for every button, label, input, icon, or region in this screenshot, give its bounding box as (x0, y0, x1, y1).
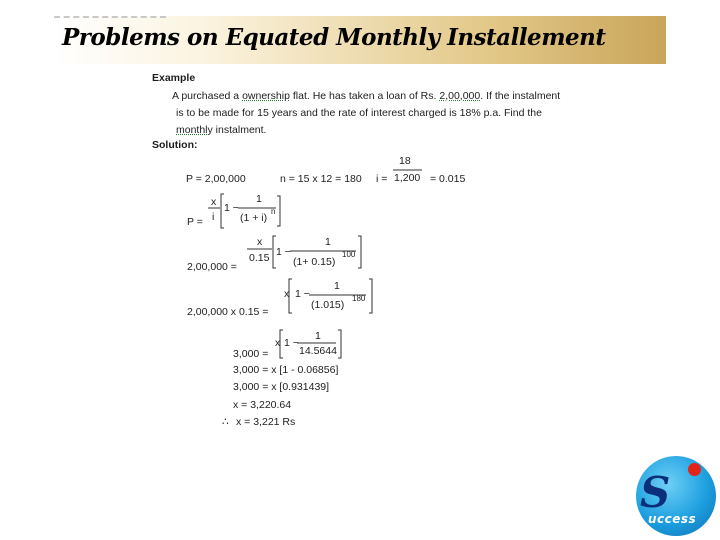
example-line-3-rest: instalment. (212, 124, 267, 136)
step1-exponent: 100 (342, 250, 356, 259)
step3-denominator: 14.5644 (299, 345, 337, 357)
step3-right-bracket (338, 330, 341, 358)
formula-x: x (211, 196, 217, 208)
slide-title: Problems on Equated Monthly Installement (62, 24, 606, 51)
given-rate-prefix: i = (376, 173, 388, 185)
formula-denominator: (1 + i) (240, 212, 268, 224)
example-loan-amount: 2,00,000 (439, 90, 481, 102)
step1-right-bracket (358, 236, 361, 268)
step6: x = 3,220.64 (233, 399, 292, 411)
step3-x: x (275, 337, 281, 349)
step3-lhs: 3,000 = (233, 348, 269, 360)
given-rate-numerator: 18 (399, 155, 411, 167)
example-line-1-part-c: flat. He has taken a loan of Rs. (289, 90, 440, 102)
step4: 3,000 = x [1 - 0.06856] (233, 364, 339, 376)
given-periods: n = 15 x 12 = 180 (280, 173, 362, 185)
formula-i: i (212, 211, 215, 223)
step3-one-minus: 1 − (284, 337, 299, 349)
step2-one-minus: 1 − (295, 288, 310, 300)
example-heading: Example (152, 72, 196, 84)
example-line-1-part-e: . If the instalment (480, 90, 561, 102)
logo-s-glyph: S (640, 468, 671, 517)
step2-lhs: 2,00,000 x 0.15 = (187, 306, 269, 318)
formula-left-bracket (221, 194, 224, 228)
logo-red-dot (688, 463, 701, 476)
step1-denominator: (1+ 0.15) (293, 256, 336, 268)
step1-lhs: 2,00,000 = (187, 261, 237, 273)
given-rate-result: = 0.015 (430, 173, 466, 185)
formula-lhs: P = (187, 216, 203, 228)
formula-one-minus: 1 − (224, 202, 239, 214)
step2-denominator: (1.015) (311, 299, 345, 311)
step1-x: x (257, 236, 263, 248)
solution-heading: Solution: (152, 139, 198, 151)
step7-answer: x = 3,221 Rs (236, 416, 296, 428)
step1-one-minus: 1 − (276, 246, 291, 258)
step2-left-bracket (289, 279, 292, 313)
given-rate-denominator: 1,200 (394, 172, 421, 184)
step2-one: 1 (334, 280, 340, 292)
formula-exponent: n (271, 207, 276, 216)
example-line-1-part-a: A purchased a (172, 90, 243, 102)
therefore-symbol: ∴ (222, 416, 229, 428)
formula-right-bracket (277, 196, 280, 226)
step3-left-bracket (280, 330, 283, 358)
step2-exponent: 180 (352, 294, 366, 303)
step1-left-bracket (273, 236, 276, 268)
logo-text: uccess (648, 512, 697, 526)
given-principal: P = 2,00,000 (186, 173, 246, 185)
example-word-ownership: ownership (242, 90, 290, 102)
step1-rate: 0.15 (249, 252, 270, 264)
step1-one: 1 (325, 236, 331, 248)
step2-x: x (284, 288, 290, 300)
step3-one: 1 (315, 330, 321, 342)
example-line-2: is to be made for 15 years and the rate of interest charged is 18% p.a. Find the (176, 107, 542, 119)
example-word-monthly: monthly (176, 124, 213, 136)
step2-right-bracket (369, 279, 372, 313)
step5: 3,000 = x [0.931439] (233, 381, 330, 393)
formula-one: 1 (256, 193, 262, 205)
